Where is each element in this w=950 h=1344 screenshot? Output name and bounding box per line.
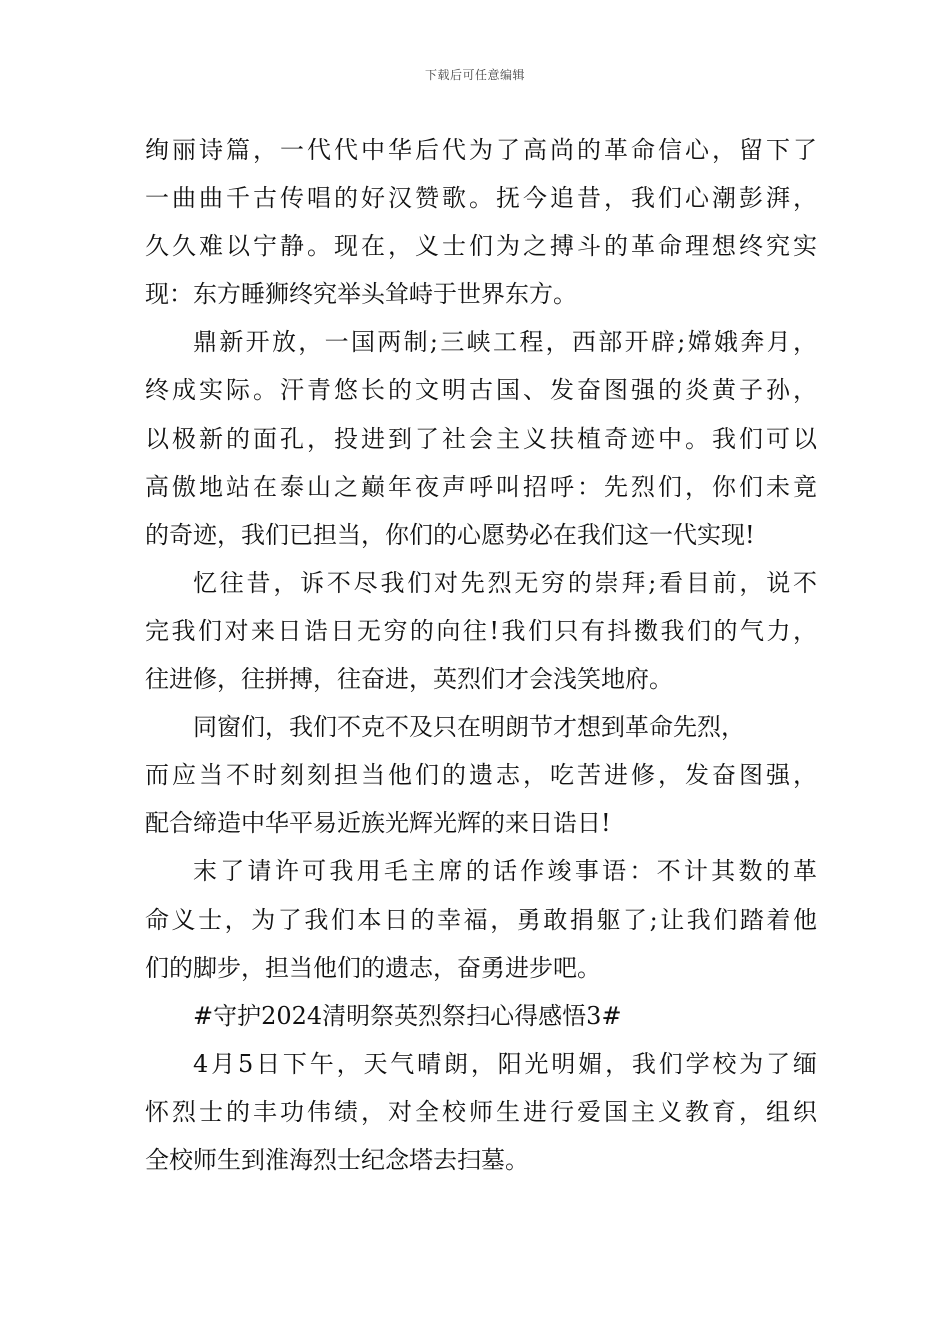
text-line: 同窗们，我们不克不及只在明朗节才想到革命先烈，	[193, 713, 745, 742]
text-line: 4月5日下午，天气晴朗，阳光明媚，我们学校为了缅	[193, 1049, 817, 1078]
text-line: 们的脚步，担当他们的遗志，奋勇进步吧。	[145, 953, 601, 982]
text-line: 高傲地站在泰山之巅年夜声呼叫招呼：先烈们，你们未竟	[145, 472, 817, 501]
text-line: 忆往昔，诉不尽我们对先烈无穷的崇拜;看目前，说不	[193, 568, 817, 597]
text-line: 而应当不时刻刻担当他们的遗志，吃苦进修，发奋图强，	[145, 761, 817, 790]
text-line: 鼎新开放，一国两制;三峡工程，西部开辟;嫦娥奔月，	[193, 328, 817, 357]
document-body	[145, 126, 817, 1184]
text-line: 全校师生到淮海烈士纪念塔去扫墓。	[145, 1145, 529, 1174]
text-line: 配合缔造中华平易近族光辉光辉的来日诰日!	[145, 809, 611, 838]
text-line: 的奇迹，我们已担当，你们的心愿势必在我们这一代实现!	[145, 520, 755, 549]
text-line: 怀烈士的丰功伟绩，对全校师生进行爱国主义教育，组织	[145, 1097, 817, 1126]
text-line: 命义士，为了我们本日的幸福，勇敢捐躯了;让我们踏着他	[145, 905, 817, 934]
page-header-note: 下载后可任意编辑	[424, 68, 525, 82]
text-line: 完我们对来日诰日无穷的向往!我们只有抖擞我们的气力，	[145, 616, 817, 645]
text-line: 绚丽诗篇，一代代中华后代为了高尚的革命信心，留下了	[145, 136, 817, 164]
text-line: 久久难以宁静。现在，义士们为之搏斗的革命理想终究实	[145, 232, 817, 261]
text-line: 终成实际。汗青悠长的文明古国、发奋图强的炎黄子孙，	[145, 376, 817, 405]
text-line: 以极新的面孔，投进到了社会主义扶植奇迹中。我们可以	[145, 424, 817, 453]
text-line: 一曲曲千古传唱的好汉赞歌。抚今追昔，我们心潮彭湃，	[145, 184, 817, 213]
text-line: 往进修，往拼搏，往奋进，英烈们才会浅笑地府。	[145, 665, 673, 694]
text-line: 末了请许可我用毛主席的话作竣事语：不计其数的革	[193, 857, 817, 886]
text-line: #守护2024清明祭英烈祭扫心得感悟3#	[193, 1001, 622, 1030]
text-line: 现：东方睡狮终究举头耸峙于世界东方。	[145, 280, 577, 309]
